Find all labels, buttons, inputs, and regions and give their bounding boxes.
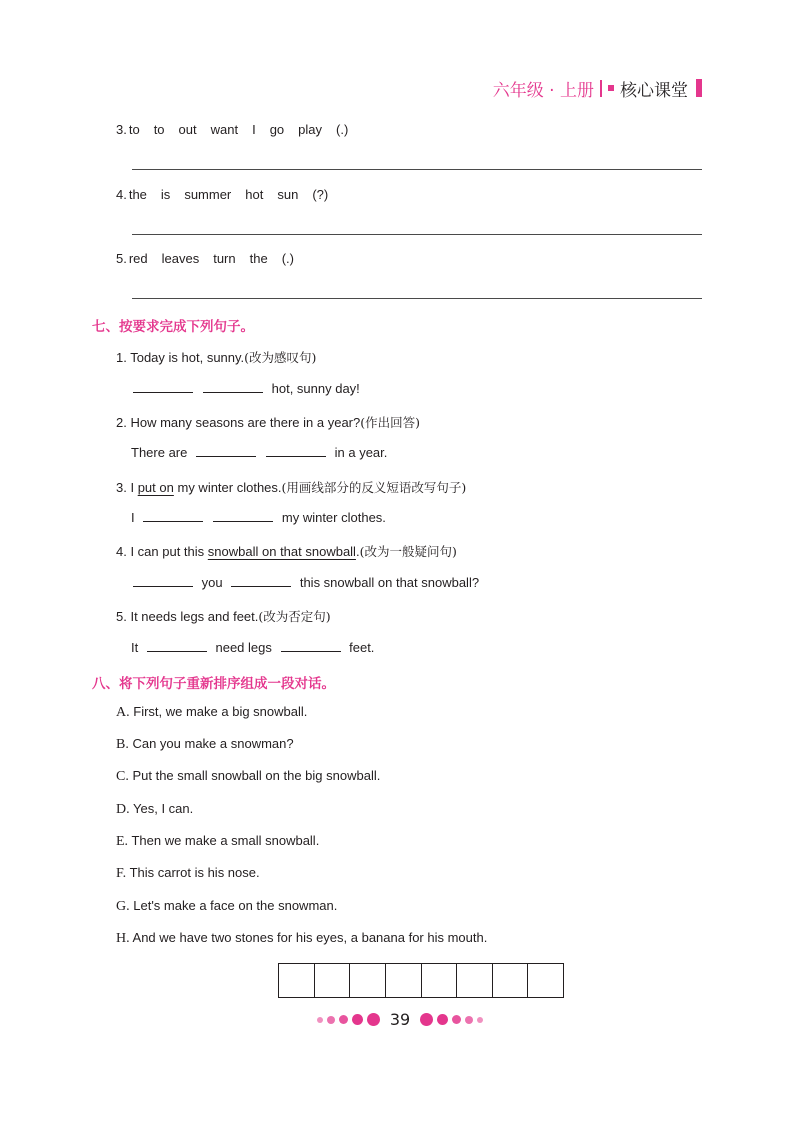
word: to [153,122,165,137]
question-text: 4. I can put this [116,544,205,559]
answer-text: this snowball on that snowball? [299,575,480,590]
section-7-title: 七、按要求完成下列句子。 [92,319,254,335]
option-f [116,865,260,882]
course-title: 核心课堂 [620,80,688,101]
word: go [269,122,285,137]
answer-grid [278,963,564,998]
s7-question-3 [116,478,466,496]
header-divider [600,80,602,97]
reorder-question-3 [116,122,362,137]
word: I [252,122,256,137]
dot-icon [452,1015,461,1024]
option-letter: G. [116,899,130,914]
fill-blank[interactable] [133,585,193,587]
option-letter: F. [116,866,127,881]
word: is [160,187,171,202]
underlined-phrase: snowball on that snowball [207,544,356,559]
option-letter: B. [116,737,129,752]
dot-icon [465,1016,473,1024]
reorder-question-4 [116,187,342,202]
answer-cell[interactable] [422,964,458,997]
question-text: . [355,544,360,559]
fill-blank[interactable] [281,650,341,652]
s7-question-5 [116,607,331,625]
s7-question-2 [116,413,420,431]
word: out [178,122,197,137]
word: hot [245,187,264,202]
s7-question-4 [116,542,457,560]
fill-blank[interactable] [231,585,291,587]
header-square-icon [608,85,614,91]
word: red [128,251,148,266]
option-d [116,801,193,818]
punctuation: (.) [281,251,294,266]
instruction: (作出回答) [360,415,421,430]
answer-line[interactable] [132,234,702,235]
fill-blank[interactable] [196,455,256,457]
option-text: Can you make a snowman? [132,736,294,751]
dot-icon [339,1015,348,1024]
s7-answer-3 [131,510,386,525]
option-text: This carrot is his nose. [129,865,260,880]
instruction: (改为感叹句) [244,350,317,365]
answer-line[interactable] [132,298,702,299]
fill-blank[interactable] [213,520,273,522]
question-text: 5. It needs legs and feet. [116,609,259,624]
answer-cell[interactable] [279,964,315,997]
question-number: 3. [116,122,127,137]
section-8-title: 八、将下列句子重新排序组成一段对话。 [92,676,335,692]
answer-text: feet. [349,640,375,655]
option-text: Then we make a small snowball. [131,833,320,848]
reorder-question-5 [116,251,308,266]
answer-cell[interactable] [315,964,351,997]
option-a [116,704,307,721]
question-number: 4. [116,187,127,202]
fill-blank[interactable] [266,455,326,457]
s7-answer-2 [131,445,387,460]
answer-cell[interactable] [350,964,386,997]
s7-answer-1 [128,381,360,396]
punctuation: (.) [336,122,349,137]
fill-blank[interactable] [147,650,207,652]
option-h [116,930,487,947]
dot-icon [327,1016,335,1024]
question-text: 1. Today is hot, sunny. [116,350,245,365]
fill-blank[interactable] [203,391,263,393]
word: want [210,122,239,137]
punctuation: (?) [312,187,329,202]
instruction: (用画线部分的反义短语改写句子) [281,480,467,495]
answer-text: my winter clothes. [281,510,386,525]
answer-text: I [131,510,135,525]
answer-text: you [201,575,223,590]
answer-text: hot, sunny day! [271,381,360,396]
word: the [128,187,147,202]
s7-answer-4 [128,575,479,590]
option-g [116,898,337,915]
word: to [128,122,140,137]
word: sun [277,187,299,202]
question-number: 5. [116,251,127,266]
option-letter: H. [116,931,130,946]
grade-label: 六年级 · 上册 [492,80,594,101]
answer-line[interactable] [132,169,702,170]
fill-blank[interactable] [133,391,193,393]
option-b [116,736,294,753]
instruction: (改为否定句) [258,609,331,624]
question-text: 3. I [116,480,135,495]
option-text: Put the small snowball on the big snowball. [132,768,381,783]
word: turn [213,251,236,266]
page-header [493,76,702,100]
question-text: my winter clothes. [177,480,282,495]
answer-cell[interactable] [493,964,529,997]
answer-cell[interactable] [528,964,563,997]
word: leaves [161,251,200,266]
underlined-phrase: put on [137,480,174,495]
word: summer [184,187,232,202]
dot-icon [477,1017,483,1023]
fill-blank[interactable] [143,520,203,522]
s7-question-1 [116,348,316,366]
dot-icon [367,1013,380,1026]
option-text: Yes, I can. [133,801,194,816]
answer-cell[interactable] [457,964,493,997]
page-number: 39 [389,1010,411,1029]
page-footer [0,1010,800,1029]
question-text: 2. How many seasons are there in a year? [116,415,361,430]
dot-icon [420,1013,433,1026]
answer-text: It [131,640,139,655]
dot-icon [317,1017,323,1023]
option-letter: D. [116,802,130,817]
option-letter: A. [116,705,130,720]
answer-cell[interactable] [386,964,422,997]
answer-text: need legs [215,640,272,655]
header-tab-mark [696,79,702,97]
instruction: (改为一般疑问句) [359,544,457,559]
dot-icon [437,1014,448,1025]
option-text: First, we make a big snowball. [133,704,308,719]
option-text: And we have two stones for his eyes, a banana for his mouth. [132,930,488,945]
option-c [116,768,380,785]
word: the [249,251,268,266]
answer-text: There are [131,445,188,460]
option-letter: E. [116,834,129,849]
option-e [116,833,319,850]
s7-answer-5 [131,640,374,655]
answer-text: in a year. [334,445,388,460]
option-text: Let's make a face on the snowman. [133,898,338,913]
option-letter: C. [116,769,129,784]
dot-icon [352,1014,363,1025]
word: play [298,122,323,137]
